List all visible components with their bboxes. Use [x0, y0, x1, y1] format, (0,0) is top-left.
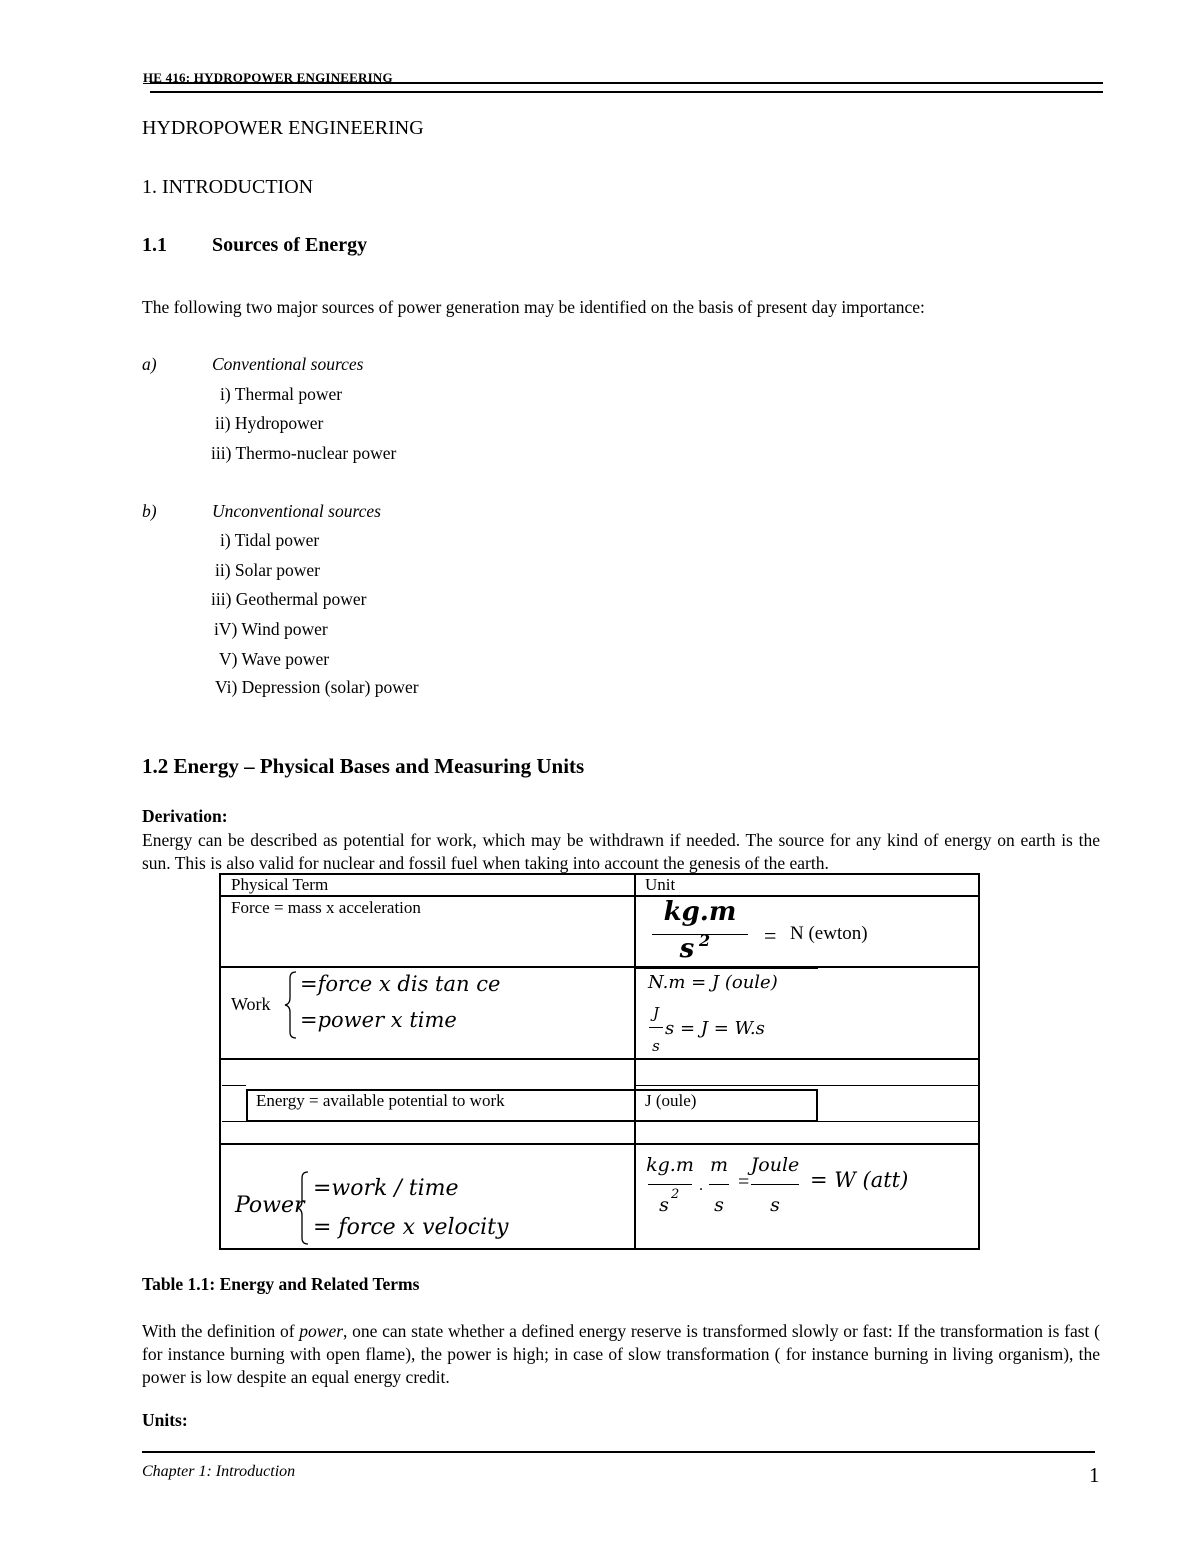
paragraph-text: With the definition of	[142, 1321, 300, 1341]
running-header: HE 416: HYDROPOWER ENGINEERING	[143, 70, 393, 85]
list-heading: Conventional sources	[212, 354, 364, 374]
section-heading-1-2: 1.2 Energy – Physical Bases and Measuring Units	[142, 754, 585, 778]
power-definition-1: =work / time	[313, 1176, 459, 1201]
intro-paragraph: The following two major sources of power generation may be identified on the basis of present day importance:	[142, 297, 925, 317]
power-unit-denominator-3: s	[770, 1194, 780, 1216]
list-item: ii) Hydropower	[215, 413, 324, 433]
power-unit-denominator-1: s	[659, 1194, 669, 1216]
units-label: Units:	[142, 1410, 188, 1430]
derivation-paragraph: Energy can be described as potential for work, which may be withdrawn if needed. The source for any kind of energy on earth is the sun. This is also valid for nuclear and fossil fuel when taking into account the genesis of the earth.	[142, 830, 1100, 873]
document-title: HYDROPOWER ENGINEERING	[142, 117, 424, 139]
page-number: 1	[1089, 1463, 1100, 1487]
power-unit-numerator-1: kg.m	[646, 1154, 694, 1176]
fraction-bar	[709, 1184, 729, 1185]
list-item: iii) Geothermal power	[211, 589, 367, 609]
force-unit-numerator: kg.m	[663, 897, 737, 927]
power-unit-numerator-2: m	[709, 1154, 729, 1176]
table-header-unit: Unit	[645, 875, 676, 894]
power-unit-exponent: 2	[671, 1187, 680, 1202]
force-term: Force = mass x acceleration	[231, 898, 421, 917]
fraction-bar	[648, 1184, 692, 1185]
header-rule-lower	[150, 91, 1103, 93]
power-definition-2: = force x velocity	[313, 1215, 509, 1240]
work-definition-2: =power x time	[300, 1008, 457, 1032]
fraction-bar	[649, 1027, 663, 1028]
list-item: iii) Thermo-nuclear power	[211, 443, 397, 463]
power-paragraph	[142, 1320, 1100, 1389]
force-unit-name: N (ewton)	[790, 923, 868, 944]
list-heading: Unconventional sources	[212, 501, 381, 521]
table-caption: Table 1.1: Energy and Related Terms	[142, 1274, 420, 1294]
list-item: Vi) Depression (solar) power	[215, 677, 419, 697]
work-unit-numerator: J	[652, 1004, 659, 1022]
emphasis-power: power	[299, 1321, 344, 1341]
subsection-number: 1.1	[142, 234, 167, 256]
left-brace-icon	[296, 1170, 312, 1246]
list-item: iV) Wind power	[214, 619, 328, 639]
list-letter: b)	[142, 501, 157, 521]
header-rule	[150, 82, 1103, 84]
dot-operator: .	[699, 1177, 703, 1194]
footer-chapter: Chapter 1: Introduction	[142, 1463, 296, 1480]
fraction-bar	[751, 1184, 799, 1185]
left-brace-icon	[284, 970, 300, 1040]
work-label: Work	[231, 994, 271, 1014]
list-item: i) Tidal power	[220, 530, 320, 550]
footer-rule	[142, 1451, 1095, 1453]
power-unit-numerator-3: Joule	[750, 1154, 800, 1176]
list-letter: a)	[142, 354, 157, 374]
energy-unit: J (oule)	[645, 1091, 697, 1110]
work-unit-2: s = J = W.s	[665, 1018, 765, 1039]
equals-sign: =	[738, 1171, 750, 1193]
derivation-label: Derivation:	[142, 806, 228, 826]
power-unit-denominator-2: s	[714, 1194, 724, 1216]
list-item: V) Wave power	[219, 649, 330, 669]
force-unit-exponent: 2	[699, 931, 711, 950]
equals-sign: =	[764, 923, 777, 948]
power-label: Power	[235, 1193, 305, 1218]
energy-term: Energy = available potential to work	[256, 1091, 505, 1110]
list-item: ii) Solar power	[215, 560, 320, 580]
work-unit-1: N.m = J (oule)	[648, 972, 778, 993]
work-unit-denominator: s	[652, 1037, 660, 1055]
paragraph-text: , one can state whether a defined energy reserve is transformed slowly or fast: If the transformation is fast ( for instance burning with open flame), the power is high; in case of slow transformation ( for instance burning in living organism), the power is low despite an equal energy credit.	[142, 1321, 1100, 1387]
work-definition-1: =force x dis tan ce	[300, 972, 501, 996]
list-item: i) Thermal power	[220, 384, 343, 404]
power-unit-result: = W (att)	[810, 1168, 909, 1192]
subsection-heading: Sources of Energy	[212, 234, 368, 256]
table-header-term: Physical Term	[231, 875, 329, 894]
section-heading: 1. INTRODUCTION	[142, 176, 314, 198]
force-unit-denominator: s	[679, 934, 695, 964]
